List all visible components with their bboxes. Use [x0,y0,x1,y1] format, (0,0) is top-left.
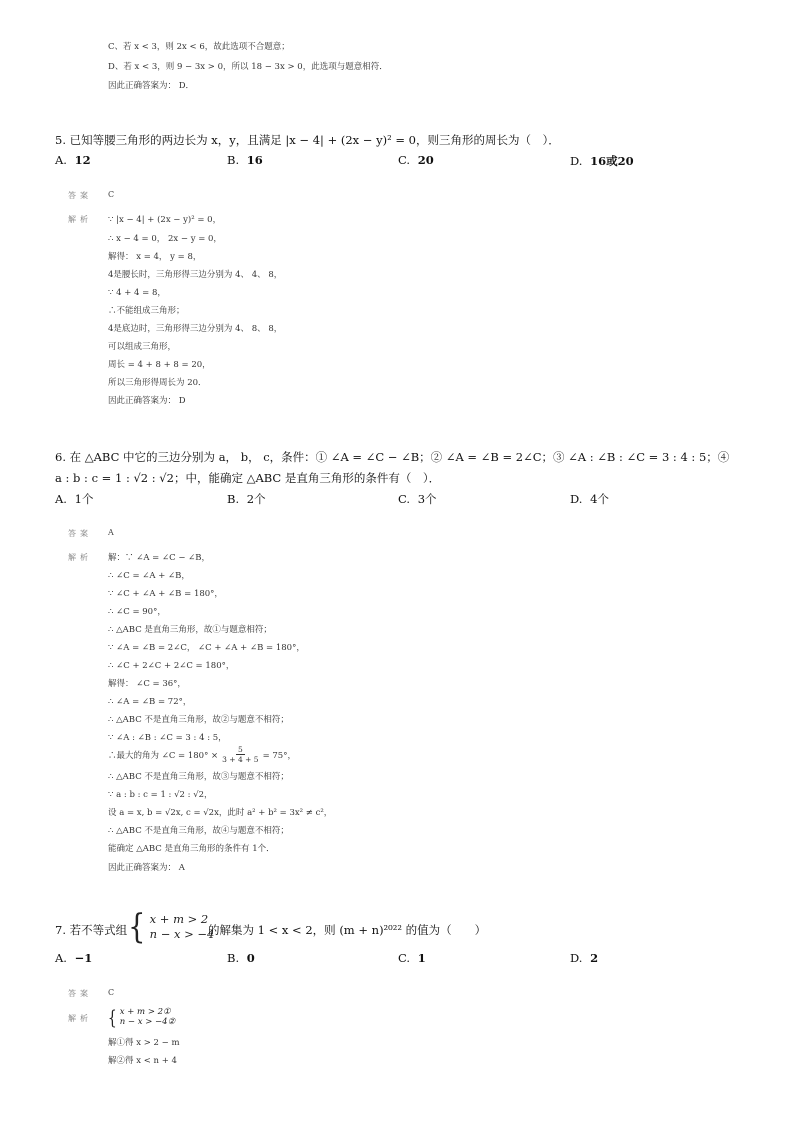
q7-option-c-letter: C. [398,951,411,965]
q5-analysis-label: 解析 [68,215,92,224]
q6-analysis-line: 解：∵ ∠A = ∠C − ∠B， [108,553,211,563]
q7-option-b-letter: B. [227,951,240,965]
q6-analysis-line: ∴ ∠C = 90°， [108,607,166,617]
q5-analysis-line: 4是底边时，三角形得三边分别为 4、 8、 8， [108,324,283,334]
q7-option-b[interactable] [227,951,255,965]
q5-stem: 5. 已知等腰三角形的两边长为 x，y，且满足 |x − 4| + (2x − y)² = 0，则三角形的周长为（ ）． [55,133,560,147]
q7-system-line-2: n − x > −4 [149,927,215,941]
q7-stem-prefix: 7. 若不等式组 [55,923,128,937]
q6-option-d-text: 4个 [590,492,609,506]
q7-analysis-system [106,1007,175,1027]
q6-analysis-label: 解析 [68,553,92,562]
q5-analysis-line: 可以组成三角形， [108,342,177,352]
q7-analysis-label: 解析 [68,1014,92,1023]
q5-analysis-line: 周长 = 4 + 8 + 8 = 20， [108,360,211,370]
q6-option-a-letter: A. [55,492,67,506]
q7-option-a-letter: A. [55,951,67,965]
q6-analysis-line: 设 a = x, b = √2x, c = √2x，此时 a² + b² = 3x² ≠ c²， [108,808,333,818]
q5-analysis-line: ∵ 4 + 4 = 8， [108,288,166,298]
q5-option-b-text: 16 [246,153,263,167]
q7-stem-suffix: 的解集为 1 < x < 2，则 (m + n)²⁰²² 的值为（ ） [208,923,487,937]
q5-option-d-letter: D. [570,154,583,168]
q5-analysis-line: 4是腰长时，三角形得三边分别为 4、 4、 8， [108,270,283,280]
q7-option-d-letter: D. [570,951,583,965]
q6-analysis-line: ∴ ∠A = ∠B = 72°， [108,697,192,707]
q5-answer-label: 答案 [68,191,92,200]
q5-analysis-line: 所以三角形得周长为 20． [108,378,207,388]
q7-option-a-text: −1 [74,951,93,965]
q6-stem-line-1: 6. 在 △ABC 中它的三边分别为 a， b， c，条件：① ∠A = ∠C − ∠B；② ∠A = ∠B = 2∠C；③ ∠A : ∠B : ∠C = 3 : 4 : 5；④ [55,450,730,464]
q5-option-b[interactable] [227,153,263,167]
q7-system-line-1: x + m > 2 [149,912,209,926]
q5-option-c-text: 20 [417,153,434,167]
q5-analysis-line: ∴不能组成三角形； [108,306,185,316]
q7-answer-label: 答案 [68,989,92,998]
q6-option-a[interactable] [55,491,93,507]
q6-analysis-line: ∵ ∠C + ∠A + ∠B = 180°， [108,589,223,599]
top-solution-line-1: C、若 x < 3，则 2x < 6，故此选项不合题意； [108,42,290,52]
q7-option-d-text: 2 [590,951,599,965]
q5-option-c-letter: C. [398,153,411,167]
q5-option-d-text: 16或20 [590,154,634,168]
q6-option-c-letter: C. [398,492,411,506]
q6-answer-label: 答案 [68,529,92,538]
q6-frac-denominator: 3 + 4 + 5 [222,755,259,764]
left-brace-icon: { [128,907,146,947]
q6-analysis-line: ∴ ∠C + 2∠C + 2∠C = 180°， [108,661,235,671]
q6-analysis-line: ∴ △ABC 不是直角三角形，故②与题意不相符； [108,715,289,725]
q6-option-d-letter: D. [570,492,583,506]
q6-answer-value: A [108,528,114,537]
q5-option-b-letter: B. [227,153,240,167]
q7-option-b-text: 0 [246,951,255,965]
q5-analysis-line: 因此正确答案为： D [108,396,186,406]
q6-analysis-line: 能确定 △ABC 是直角三角形的条件有 1个． [108,844,275,854]
q6-analysis-line: ∵ ∠A : ∠B : ∠C = 3 : 4 : 5， [108,733,227,743]
q6-analysis-line: ∴ △ABC 不是直角三角形，故③与题意不相符； [108,772,289,782]
q5-option-c[interactable] [398,153,434,167]
q5-analysis-line: ∴ x − 4 = 0， 2x − y = 0， [108,234,222,244]
q7-analysis-system-lines [120,1007,175,1027]
q7-analysis-sys-line-2: n − x > −4② [119,1017,176,1027]
left-brace-icon: { [107,1005,117,1029]
q7-option-c[interactable] [398,951,426,965]
q7-system-lines [150,912,215,942]
q6-stem-line-2: a : b : c = 1 : √2 : √2；中，能确定 △ABC 是直角三角形的条件有（ ）． [55,471,441,485]
q7-option-a[interactable] [55,951,92,965]
q6-analysis-line: ∴ △ABC 不是直角三角形，故④与题意不相符； [108,826,289,836]
q6-frac-suffix: = 75°， [262,750,296,761]
q6-option-a-text: 1个 [74,492,94,506]
q7-inequality-system [126,907,215,947]
top-solution-line-3: 因此正确答案为： D． [108,81,195,91]
q6-analysis-line: ∵ ∠A = ∠B = 2∠C， ∠C + ∠A + ∠B = 180°， [108,643,305,653]
q6-option-c-text: 3个 [417,492,437,506]
q5-analysis-line: ∵ |x − 4| + (2x − y)² = 0， [108,215,222,225]
q6-option-b-letter: B. [227,492,240,506]
q7-analysis-line: 解①得 x > 2 − m [108,1038,180,1048]
q6-analysis-line: ∴ △ABC 是直角三角形，故①与题意相符； [108,625,272,635]
q6-option-b[interactable] [227,491,266,507]
q6-option-b-text: 2个 [246,492,266,506]
q6-option-c[interactable] [398,491,437,507]
q6-analysis-line: ∵ a : b : c = 1 : √2 : √2， [108,790,213,800]
q6-frac-numerator: 5 [237,745,243,754]
q6-option-d[interactable] [570,491,609,507]
q5-option-a-text: 12 [74,153,91,167]
q7-analysis-sys-line-1: x + m > 2① [119,1007,171,1017]
q6-analysis-line: 解得： ∠C = 36°， [108,679,186,689]
q5-analysis-line: 解得： x = 4， y = 8， [108,252,202,262]
q5-option-d[interactable] [570,153,634,169]
q5-option-a[interactable] [55,153,91,167]
q5-answer-value: C [108,190,115,199]
q6-fraction [220,745,260,764]
q6-analysis-line: ∴ ∠C = ∠A + ∠B， [108,571,190,581]
q7-answer-value: C [108,988,115,997]
q6-frac-prefix: ∴最大的角为 ∠C = 180° × [108,750,219,761]
q7-analysis-line: 解②得 x < n + 4 [108,1056,177,1066]
q6-analysis-line: 因此正确答案为： A [108,863,185,873]
q7-option-d[interactable] [570,951,598,965]
q6-fraction-line [108,745,296,764]
q5-option-a-letter: A. [55,153,67,167]
q7-option-c-text: 1 [417,951,426,965]
top-solution-line-2: D、若 x < 3，则 9 − 3x > 0，所以 18 − 3x > 0，此选项与题意相符． [108,62,388,72]
